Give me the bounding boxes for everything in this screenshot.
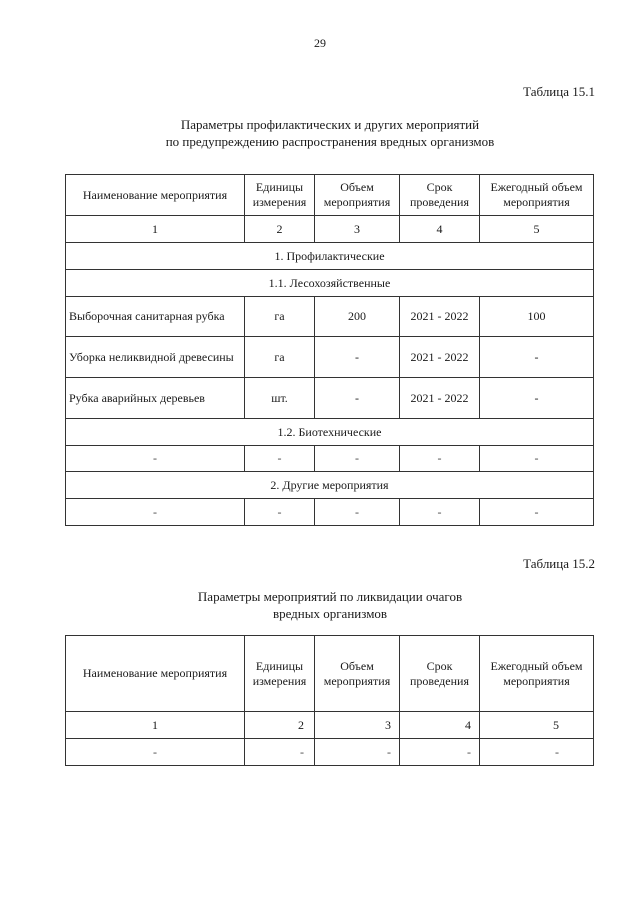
section-heading: 1. Профилактические [66, 243, 594, 270]
table-cell: - [480, 378, 594, 419]
table-cell: Выборочная санитарная рубка [66, 297, 245, 337]
table-row [66, 297, 594, 337]
table-row [66, 378, 594, 419]
table-15-1-title [60, 116, 600, 150]
header-cell: Ежегодный объем мероприятия [480, 636, 594, 712]
header-cell: Объем мероприятия [315, 175, 400, 216]
table-cell: - [480, 446, 594, 472]
table-row [66, 337, 594, 378]
column-number: 4 [400, 712, 480, 739]
column-number: 1 [66, 712, 245, 739]
page-number: 29 [314, 36, 326, 50]
table-cell: - [245, 446, 315, 472]
column-number: 4 [400, 216, 480, 243]
header-cell: Единицы измерения [245, 636, 315, 712]
section-heading: 2. Другие мероприятия [66, 472, 594, 499]
table-cell: - [66, 499, 245, 526]
section-row [66, 270, 594, 297]
title-line: вредных организмов [272, 606, 388, 621]
section-heading: 1.1. Лесохозяйственные [66, 270, 594, 297]
header-cell: Наименование мероприятия [66, 175, 245, 216]
table-cell: - [480, 739, 594, 766]
table-cell: 2021 - 2022 [400, 297, 480, 337]
table-cell: Рубка аварийных деревьев [66, 378, 245, 419]
table-cell: - [245, 499, 315, 526]
table-cell: 200 [315, 297, 400, 337]
table-15-2 [65, 635, 594, 766]
table-cell: га [245, 337, 315, 378]
table-cell: - [400, 739, 480, 766]
column-number: 2 [245, 712, 315, 739]
header-row [66, 175, 594, 216]
column-number: 2 [245, 216, 315, 243]
title-line: Параметры профилактических и других мероприятий [180, 117, 480, 132]
table-15-2-title [60, 588, 600, 622]
table-cell: - [315, 739, 400, 766]
column-number: 3 [315, 712, 400, 739]
header-cell: Наименование мероприятия [66, 636, 245, 712]
table-cell: га [245, 297, 315, 337]
table-row [66, 739, 594, 766]
table-cell: - [315, 337, 400, 378]
table-row [66, 446, 594, 472]
table-cell: - [480, 499, 594, 526]
table-cell: Уборка неликвидной древесины [66, 337, 245, 378]
column-number: 5 [480, 216, 594, 243]
header-cell: Объем мероприятия [315, 636, 400, 712]
column-number: 5 [480, 712, 594, 739]
title-line: по предупреждению распространения вредных организмов [165, 134, 495, 149]
header-cell: Единицы измерения [245, 175, 315, 216]
table-15-1-label: Таблица 15.1 [523, 84, 595, 99]
table-cell: 2021 - 2022 [400, 337, 480, 378]
table-cell: - [480, 337, 594, 378]
table-cell: - [315, 378, 400, 419]
section-heading: 1.2. Биотехнические [66, 419, 594, 446]
table-cell: - [66, 446, 245, 472]
table-cell: - [400, 499, 480, 526]
table-row [66, 499, 594, 526]
title-line: Параметры мероприятий по ликвидации очагов [197, 589, 463, 604]
column-number-row [66, 216, 594, 243]
table-cell: 2021 - 2022 [400, 378, 480, 419]
table-cell: - [315, 499, 400, 526]
table-cell: - [245, 739, 315, 766]
header-cell: Ежегодный объем мероприятия [480, 175, 594, 216]
section-row [66, 472, 594, 499]
header-row [66, 636, 594, 712]
table-15-2-label: Таблица 15.2 [523, 556, 595, 571]
header-cell: Срок проведения [400, 636, 480, 712]
column-number-row [66, 712, 594, 739]
section-row [66, 419, 594, 446]
table-cell: 100 [480, 297, 594, 337]
table-cell: - [66, 739, 245, 766]
table-cell: - [315, 446, 400, 472]
column-number: 3 [315, 216, 400, 243]
table-15-1 [65, 174, 594, 526]
column-number: 1 [66, 216, 245, 243]
header-cell: Срок проведения [400, 175, 480, 216]
table-cell: шт. [245, 378, 315, 419]
table-cell: - [400, 446, 480, 472]
section-row [66, 243, 594, 270]
